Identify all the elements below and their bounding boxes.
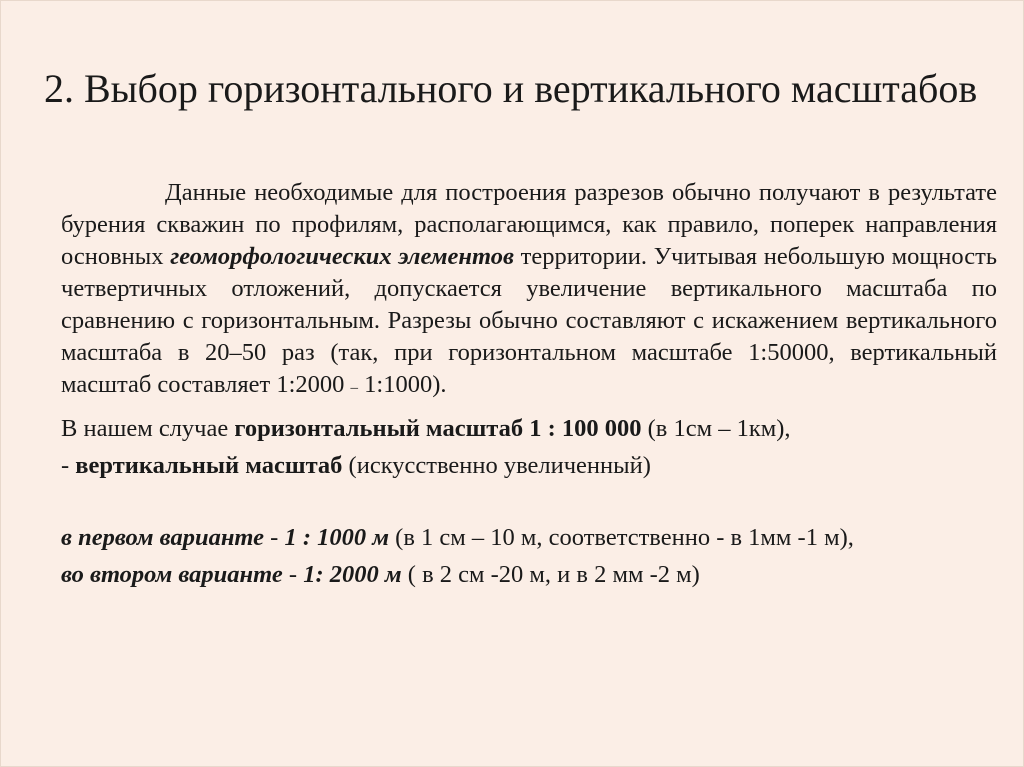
variant-1-label: в первом варианте (61, 524, 265, 551)
vertical-scale-line (61, 450, 997, 482)
variant-1-value: 1 : 1000 м (284, 524, 390, 551)
variant-2-label: во втором варианте (61, 561, 283, 588)
slide-body (61, 177, 997, 591)
horizontal-scale-line (61, 413, 997, 445)
variant-2-dash: - (282, 561, 304, 588)
variant-2-value: 1: 2000 м (303, 561, 402, 588)
horizontal-scale-suffix: (в 1см – 1км), (641, 415, 791, 442)
vertical-scale-suffix: (искусственно увеличенный) (342, 452, 651, 479)
intro-text-2: территории. Учитывая небольшую мощность четвертичных отложений, допускается увеличение вертикального масштаба по сравнению с горизонтальным. Разрезы обычно составляют с искажением вертикального масштаба в 20–50 раз (так, при горизонтальном масштабе 1:50000, вертикальный масштаб составляет 1:2000 (61, 243, 997, 398)
variant-1-dash: - (264, 524, 285, 551)
vertical-scale-label: вертикальный масштаб (75, 452, 343, 479)
variant-1-detail: (в 1 см – 10 м, соответственно - в 1мм -1 м), (389, 524, 854, 551)
intro-text-3: 1:1000). (358, 371, 447, 398)
variant-2-detail: ( в 2 см -20 м, и в 2 мм -2 м) (401, 561, 700, 588)
intro-emphasis: геоморфологических элементов (170, 243, 514, 270)
range-separator: – (350, 380, 359, 396)
variant-1-line (61, 522, 997, 554)
variant-2-line (61, 559, 997, 591)
vertical-scale-prefix: - (61, 452, 76, 479)
intro-paragraph (61, 177, 997, 404)
slide-title: 2. Выбор горизонтального и вертикального масштабов (44, 66, 978, 111)
intro-text-1: Данные необходимые для построения разрезов обычно получают в результате бурения скважин по профилям, располагающимся, как правило, поперек направления основных (61, 179, 997, 270)
horizontal-scale-label: горизонтальный масштаб 1 : 100 000 (234, 415, 642, 442)
horizontal-scale-prefix: В нашем случае (61, 415, 235, 442)
